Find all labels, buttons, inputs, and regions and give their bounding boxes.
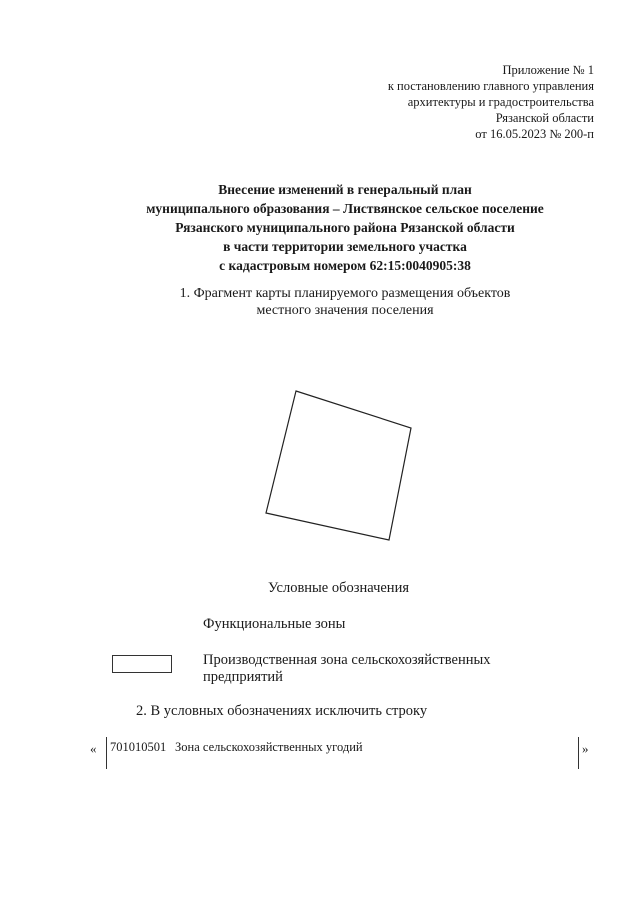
- title-line: в части территории земельного участка: [223, 239, 467, 254]
- table-row-left-border: [106, 737, 107, 769]
- title-line: Рязанского муниципального района Рязанской области: [175, 220, 515, 235]
- legend-group-functional-zones: Функциональные зоны: [203, 616, 346, 632]
- section-2-text: 2. В условных обозначениях исключить строку: [136, 703, 428, 719]
- legend-swatch-production-zone: [112, 655, 172, 673]
- section-1-line: 1. Фрагмент карты планируемого размещения объектов: [179, 286, 511, 301]
- legend-item-production-zone: [203, 652, 490, 686]
- title-line: муниципального образования – Листвянское сельское поселение: [146, 201, 544, 216]
- excluded-row-code: 701010501: [110, 740, 167, 754]
- appendix-line: к постановлению главного управления: [387, 79, 594, 93]
- open-quote: «: [90, 741, 97, 756]
- legend-item-line: Производственная зона сельскохозяйственных: [203, 652, 491, 668]
- close-quote: »: [582, 741, 589, 756]
- legend-item-line: предприятий: [203, 669, 283, 685]
- table-row-right-border: [578, 737, 579, 769]
- excluded-row-name: Зона сельскохозяйственных угодий: [175, 740, 363, 754]
- appendix-line: Приложение № 1: [502, 63, 594, 77]
- title-line: с кадастровым номером 62:15:0040905:38: [219, 258, 471, 273]
- land-plot-boundary: [266, 391, 411, 540]
- appendix-line: Рязанской области: [495, 111, 594, 125]
- appendix-line: архитектуры и градостроительства: [407, 95, 594, 109]
- appendix-date-number: от 16.05.2023 № 200-п: [475, 127, 594, 141]
- title-line: Внесение изменений в генеральный план: [218, 182, 472, 197]
- section-1-line: местного значения поселения: [256, 303, 434, 318]
- legend-title: Условные обозначения: [268, 580, 409, 596]
